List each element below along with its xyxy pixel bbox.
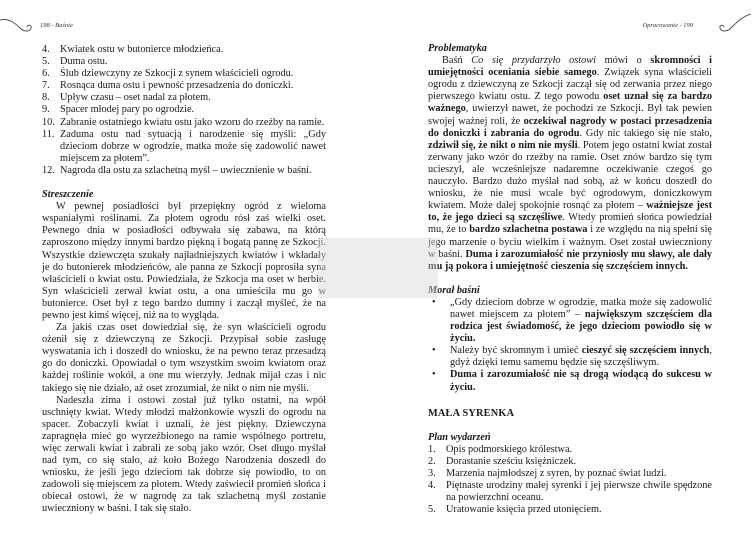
flourish-ornament-icon [0,12,36,34]
text-run: cieszyć się szczęściem innych [581,345,710,357]
plan-item [428,468,712,480]
plan-item-text: Uratowanie księcia przed utonięciem. [446,504,602,516]
plan-item-number: 10. [42,116,55,128]
text-run: mówi o [595,55,651,67]
plan-item-number: 7. [42,80,50,92]
plan-item [428,480,712,504]
plan-item [428,444,712,456]
text-run: największym szczęściem dla rodzica jest świadomość, że jego dzieciom powiodło się w życiu. [450,308,712,345]
plan-item-text: Kwiatek ostu w butonierce młodzieńca. [60,44,224,55]
plan-item-number: 4. [42,44,50,55]
plan-item-number: 6. [42,68,50,80]
text-run: i ze względu na nią spełni się jego marzenie o byciu wielkim i ważnym. Oset został uwieczniony w baśni. [428,224,712,260]
plan-list [428,444,712,517]
plan-item [42,80,326,92]
plan-item-number: 9. [42,104,50,116]
text-run: . Potem jego ostatni kwiat został zerwany jako wzór do rzeźby na ramie. Oset znów bardzo się tym ucieszył, ale wcześniejsze nadaremne oczekiwanie czegoś go nauczyło. Bardzo dużo myślał nad sobą, aż w końcu doszedł do wniosku, że nie musi wcale być ogrodowym, doniczkowym kwiatem. Może dalej spokojnie rosnąć za płotem – [428,139,712,212]
plan-item-text: Duma ostu. [60,56,108,68]
text-run: Baśń [442,55,472,67]
problem-paragraph [428,55,712,273]
plan-item-text: Zaduma ostu nad sytuacją i narodzenie się myśli: „Gdy dzieciom dobrze w ogrodzie, matka może się zadowolić nawet miejscem za płotem”. [60,128,326,164]
plan-item-text: Zabranie ostatniego kwiatu ostu jako wzoru do rzeźby na ramie. [60,116,325,128]
text-run: oczekiwał nagrody w postaci przesadzenia do doniczki i zabrania do ogrodu [428,115,712,139]
text-run: zdziwił się, że nikt o nim nie myśli [428,139,578,151]
story-title: MAŁA SYRENKA [428,407,515,419]
plan-item [42,129,326,165]
plan-item-text: Opis podmorskiego królestwa. [446,443,573,455]
text-run: ważniejsze jest to, że jego dzieci są szczęśliwe [428,200,712,224]
text-run: , uwierzył nawet, że pochodzi ze Szkocji. Był tak pewien swojej ważnej roli, że [428,103,712,127]
text-run: skromności i umiejętności oceniania siebie samego [428,55,713,79]
text-run: Duma i zarozumiałość nie są drogą wiodącą do sukcesu w życiu. [450,369,712,393]
moral-item [428,369,712,393]
summary-paragraph: W pewnej posiadłości był przepiękny ogród z wieloma wspaniałymi roślinami. Za płotem ogrodu rósł zaś wielki oset. Pewnego dnia w posiadłości odbywała się zabawa, na którą zaproszono między innymi bardzo piękną i bogatą pannę ze Szkocji. Wszystkie dziewczęta szukały najładniejszych kwiatów i wkładały je do butonierek młodzieńców, ale panna ze Szkocji poprosiła syna właścicieli o kwiat ostu. Powiedziała, że Szkocja ma oset w herbie. Syn właścicieli zerwał kwiat ostu, a ona umieściła mu go w butonierce. Oset był z tego bardzo dumny i zaczął myśleć, że na pewno jest kimś więcej, niż na to wygląda. [42,201,326,321]
moral-list [428,297,712,394]
plan-item-text: Ślub dziewczyny ze Szkocji z synem właścicieli ogrodu. [60,68,294,80]
text-run: Duma i zarozumiałość nie przyniosły mu sławy, ale dały mu ją pokora i umiejętność cieszenia się szczęściem innych. [428,248,712,272]
plan-item [42,56,326,68]
plan-item-text: Marzenia najmłodszej z syren, by poznać świat ludzi. [446,468,667,479]
text-run: . Związek syna właścicieli ogrodu z dziewczyną ze Szkocji zaczął się od zerwania przez niego pierwszego kwiatu ostu. Z tego powodu [428,67,712,103]
plan-item-number: 1. [428,443,436,455]
plan-item-number: 8. [42,92,50,104]
plan-item [42,117,326,129]
bullet-icon: • [432,369,436,381]
plan-item-number: 4. [428,480,436,492]
running-head: 198 - Baśnie [40,22,73,29]
moral-item-text [450,345,712,369]
text-run: oset uznał się za bardzo ważnego [428,91,712,115]
running-head: Opracowanie - 199 [642,22,693,29]
summary-paragraph: Nadeszła zima i ostowi został już tylko ostatni, na wpół uschnięty kwiat. Wtedy młodzi małżonkowie wyszli do ogrodu na spacer. Zobaczyli kwiat i uznali, że jest piękny. Dziewczyna zapragnęła mieć go wyrzeźbionego na ramie wspólnego portretu, więc zerwali kwiat i zabrali ze sobą jako wzór. Oset długo myślał nad tym, co się stało, aż koło Bożego Narodzenia doszedł do wniosku, że jeśli jego dzieciom tak dobrze się powiodło, to on zadowoli się miejscem za płotem. Wtedy zaświecił promień słońca i obiecał ostowi, że w nagrodę za tak szlachetną myśl zostanie uwieczniony w baśni. I tak się stało. [42,394,326,515]
plan-item-text: Upływ czasu – oset nadal za płotem. [60,92,211,104]
plan-item [42,104,326,116]
plan-item [428,504,712,516]
plan-item-number: 2. [428,455,436,467]
plan-item-text: Rosnąca duma ostu i pewność przesadzenia do doniczki. [60,80,294,92]
moral-heading: Morał baśni [428,284,480,296]
bullet-icon: • [432,296,436,308]
plan-item-number: 5. [42,56,50,68]
plan-item-text: Dorastanie sześciu księżniczek. [446,455,577,467]
problem-heading: Problematyka [428,43,487,54]
text-run: „Gdy dzieciom dobrze w ogrodzie, matka może się zadowolić nawet miejscem za płotem” – [450,296,712,320]
moral-item-text [450,297,712,345]
plan-item [428,456,712,468]
plan-item [42,68,326,80]
text-run: . Gdy nic takiego się nie stało, [579,127,712,139]
summary-paragraph: Za jakiś czas oset dowiedział się, że syn właścicieli ogrodu ożenił się z dziewczyną ze Szkocji. Przypisał sobie zasługę wyswatania ich i doszedł do wniosku, że na pewno teraz przesadzą go do doniczki. Opowiadał o tym wszystkim swoim kwiatom oraz każdej roślinie wokół, a one mu wierzyły. Jednak mijał czas i nic takiego się nie działo, aż oset zrozumiał, że nikt o nim nie myśli. [42,322,326,394]
plan-item [42,44,326,56]
moral-item-text [450,369,712,393]
bullet-icon: • [432,345,436,357]
plan-item-text: Nagroda dla ostu za szlachetną myśl – uwiecznienie w baśni. [60,164,312,176]
plan-item-text: Piętnaste urodziny małej syrenki i jej pierwsze chwile spędzone na powierzchni oceanu. [446,480,712,504]
plan-heading: Plan wydarzeń [428,431,491,443]
plan-item-text: Spacer młodej pary po ogrodzie. [60,104,195,116]
plan-item-number: 5. [428,504,436,516]
plan-item-number: 11. [42,128,55,140]
left-content [42,44,326,516]
summary-heading: Streszczenie [42,189,94,201]
plan-list-continued [42,44,326,177]
right-page [378,0,755,534]
right-content [428,43,712,516]
text-run: Co się przydarzyło ostowi [471,55,596,67]
plan-item [42,92,326,104]
moral-item [428,345,712,369]
moral-item [428,297,712,345]
plan-item-number: 3. [428,468,436,479]
text-run: . Wtedy promień słońca powiedział mu, że to [428,212,712,236]
text-run: , gdyż dzięki temu samemu będzie się szczęśliwym. [450,345,712,369]
plan-item-number: 12. [42,164,55,176]
text-run: Należy być skromnym i umieć [450,345,582,357]
summary-text [42,201,326,515]
flourish-ornament-icon [715,12,751,34]
text-run: bardzo szlachetna postawa [469,224,588,236]
plan-item [42,165,326,177]
